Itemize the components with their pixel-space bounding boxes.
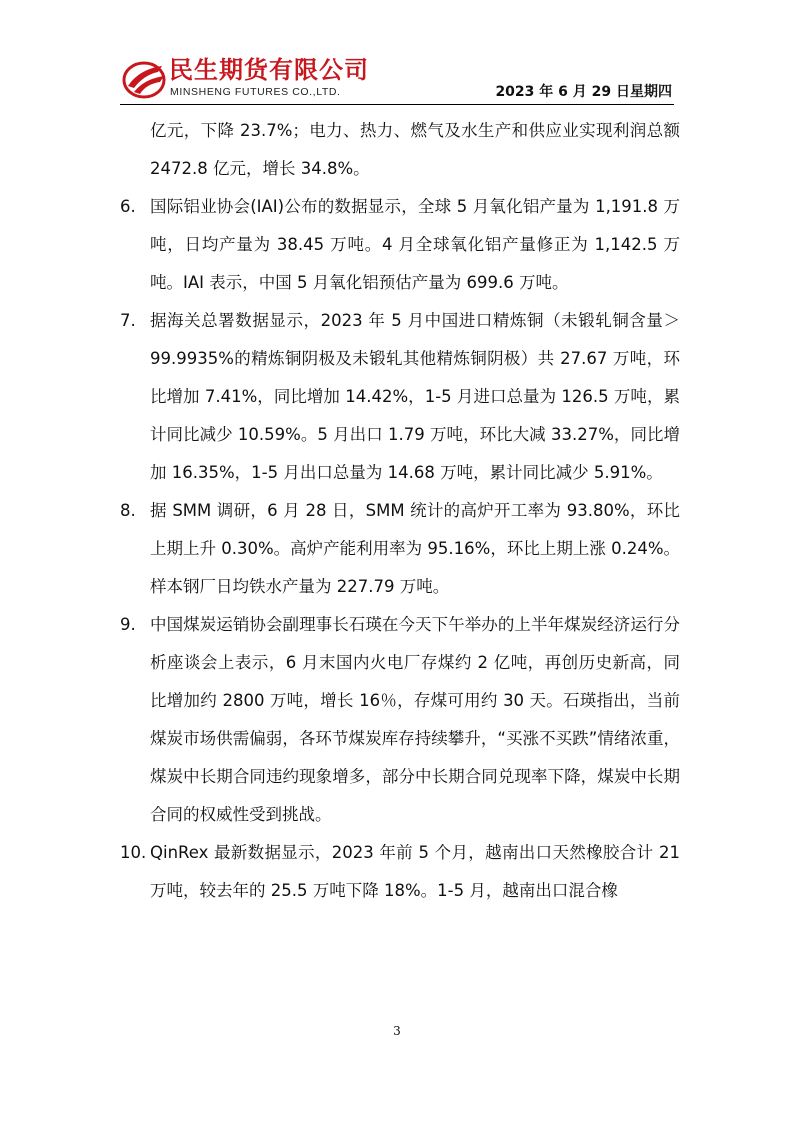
item-number: 7.	[120, 311, 136, 330]
item-text: 中国煤炭运销协会副理事长石瑛在今天下午举办的上半年煤炭经济运行分析座谈会上表示，6 月末国内火电厂存煤约 2 亿吨，再创历史新高，同比增加约 2800 万吨，增长 16％，存煤可用约 30 天。石瑛指出，当前煤炭市场供需偏弱，各环节煤炭库存持续攀升，“买涨不买跌”情绪浓重，煤炭中长期合同违约现象增多，部分中长期合同兑现率下降，煤炭中长期合同的权威性受到挑战。	[150, 615, 680, 824]
item-number: 8.	[120, 501, 136, 520]
minsheng-logo-icon	[122, 56, 166, 100]
company-name-cn: 民生期货有限公司	[169, 56, 369, 84]
header-divider	[120, 104, 674, 105]
list-item	[120, 492, 680, 606]
item-number: 9.	[120, 615, 136, 634]
document-body	[120, 112, 680, 910]
item-text: 国际铝业协会(IAI)公布的数据显示，全球 5 月氧化铝产量为 1,191.8 万吨，日均产量为 38.45 万吨。4 月全球氧化铝产量修正为 1,142.5 万吨。IAI 表示，中国 5 月氧化铝预估产量为 699.6 万吨。	[150, 197, 680, 292]
company-name-en: MINSHENG FUTURES CO.,LTD.	[170, 86, 341, 98]
item-number: 10.	[120, 843, 147, 862]
item-text: 据海关总署数据显示，2023 年 5 月中国进口精炼铜（未锻轧铜含量＞99.9935%的精炼铜阴极及未锻轧其他精炼铜阴极）共 27.67 万吨，环比增加 7.41%，同比增加 14.42%，1-5 月进口总量为 126.5 万吨，累计同比减少 10.59%。5 月出口 1.79 万吨，环比大减 33.27%，同比增加 16.35%，1-5 月出口总量为 14.68 万吨，累计同比减少 5.91%。	[150, 311, 680, 482]
item-text: 据 SMM 调研，6 月 28 日，SMM 统计的高炉开工率为 93.80%，环比上期上升 0.30%。高炉产能利用率为 95.16%，环比上期上涨 0.24%。样本钢厂日均铁水产量为 227.79 万吨。	[150, 501, 680, 596]
report-date: 2023 年 6 月 29 日星期四	[495, 84, 672, 100]
list-item	[120, 606, 680, 834]
list-item	[120, 834, 680, 910]
list-item	[120, 302, 680, 492]
list-item	[120, 188, 680, 302]
item-number: 6.	[120, 197, 136, 216]
page-number: 3	[393, 1024, 401, 1038]
continued-paragraph: 亿元，下降 23.7%；电力、热力、燃气及水生产和供应业实现利润总额 2472.8 亿元，增长 34.8%。	[150, 121, 680, 178]
page-header	[0, 0, 794, 106]
item-text: QinRex 最新数据显示，2023 年前 5 个月，越南出口天然橡胶合计 21 万吨，较去年的 25.5 万吨下降 18%。1-5 月，越南出口混合橡	[150, 843, 680, 900]
